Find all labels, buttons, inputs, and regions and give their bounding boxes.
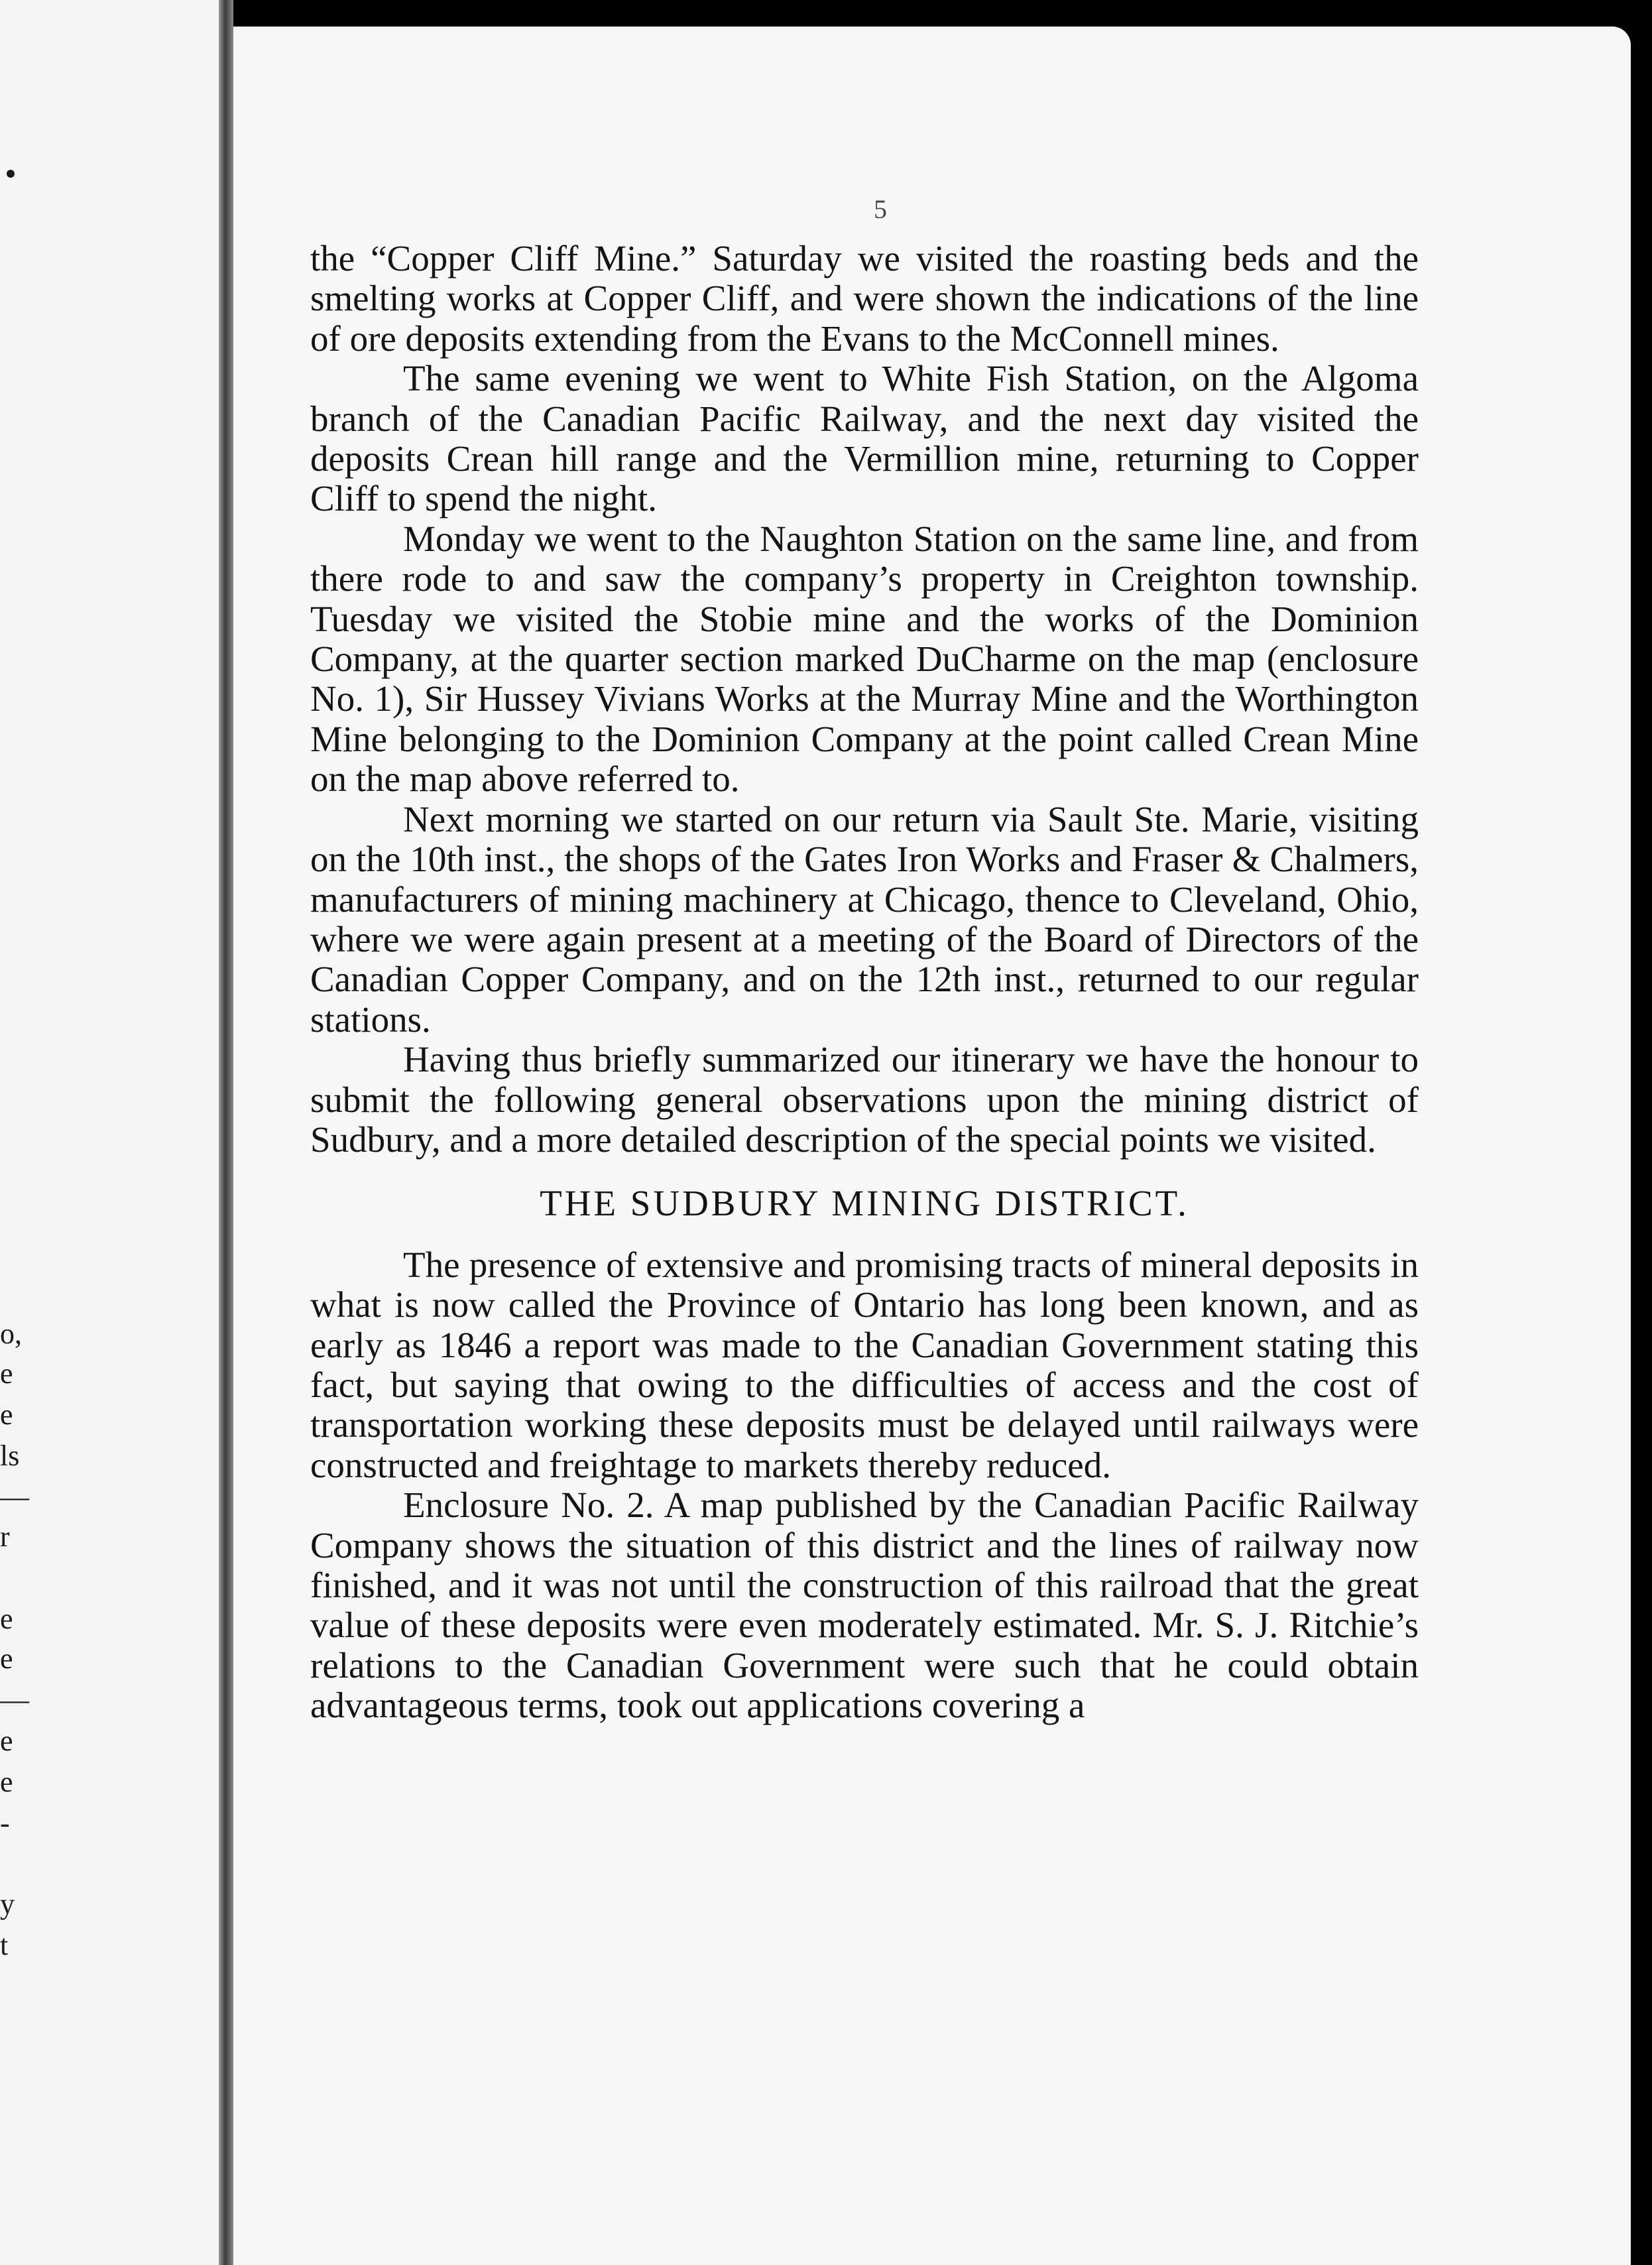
margin-fragment: e <box>0 1766 13 1798</box>
paragraph: The presence of extensive and promising tracts of mineral deposits in what is now called the Province of Ontario has long been known, and as early as 1846 a report was made to the Canadian Government stating this fact, but saying that owing to the difficulties of access and the cost of transportation working these deposits must be delayed until railways were constructed and freightage to markets thereby reduced. <box>310 1244 1419 1485</box>
paragraph: the “Copper Cliff Mine.” Saturday we visited the roasting beds and the smelting works at Copper Cliff, and were shown the indications of the line of ore deposits extending from the Evans to the McConnell mines. <box>310 238 1419 359</box>
book-gutter <box>219 0 233 2265</box>
margin-fragment: o, <box>0 1317 22 1350</box>
margin-fragment: — <box>0 1683 29 1716</box>
paragraph: Next morning we started on our return via Sault Ste. Marie, visiting on the 10th inst., the shops of the Gates Iron Works and Fraser & Chalmers, manufacturers of mining machinery at Chicago, thence to Cleveland, Ohio, where we were again present at a meeting of the Board of Directors of the Canadian Copper Company, and on the 12th inst., returned to our regular stations. <box>310 798 1419 1040</box>
paragraph: Having thus briefly summarized our itinerary we have the honour to submit the following general observations upon the mining district of Sudbury, and a more detailed description of the special points we visited. <box>310 1039 1419 1160</box>
margin-dot <box>7 170 15 178</box>
page-number: 5 <box>874 194 887 224</box>
margin-fragment: y <box>0 1888 15 1920</box>
page-body <box>310 239 1419 1726</box>
margin-fragment: e <box>0 1357 13 1390</box>
margin-fragment: - <box>0 1807 10 1839</box>
margin-fragment: — <box>0 1481 29 1513</box>
margin-fragment: r <box>0 1520 10 1553</box>
section-heading: THE SUDBURY MINING DISTRICT. <box>540 1183 1189 1224</box>
margin-fragment: e <box>0 1725 13 1757</box>
left-facing-page <box>0 0 223 2265</box>
margin-fragment: e <box>0 1642 13 1675</box>
paragraph: Monday we went to the Naughton Station on the same line, and from there rode to and saw the company’s property in Creighton township. Tuesday we visited the Stobie mine and the works of the Dominion Company, at the quarter section marked DuCharme on the map (enclosure No. 1), Sir Hussey Vivians Works at the Murray Mine and the Worthington Mine belonging to the Dominion Company at the point called Crean Mine on the map above referred to. <box>310 518 1419 800</box>
paragraph: The same evening we went to White Fish Station, on the Algoma branch of the Canadian Pacific Railway, and the next day visited the deposits Crean hill range and the Vermillion mine, returning to Copper Cliff to spend the night. <box>310 358 1419 519</box>
margin-fragment: e <box>0 1398 13 1431</box>
margin-fragment: e <box>0 1603 13 1635</box>
paragraph: Enclosure No. 2. A map published by the Canadian Pacific Railway Company shows the situation of this district and the lines of railway now finished, and it was not until the construction of this railroad that the great value of these deposits were even moderately estimated. Mr. S. J. Ritchie’s relations to the Canadian Government were such that he could obtain advantageous terms, took out applications covering a <box>310 1485 1419 1726</box>
margin-fragment: t <box>0 1929 9 1961</box>
margin-fragment: ls <box>0 1439 20 1472</box>
